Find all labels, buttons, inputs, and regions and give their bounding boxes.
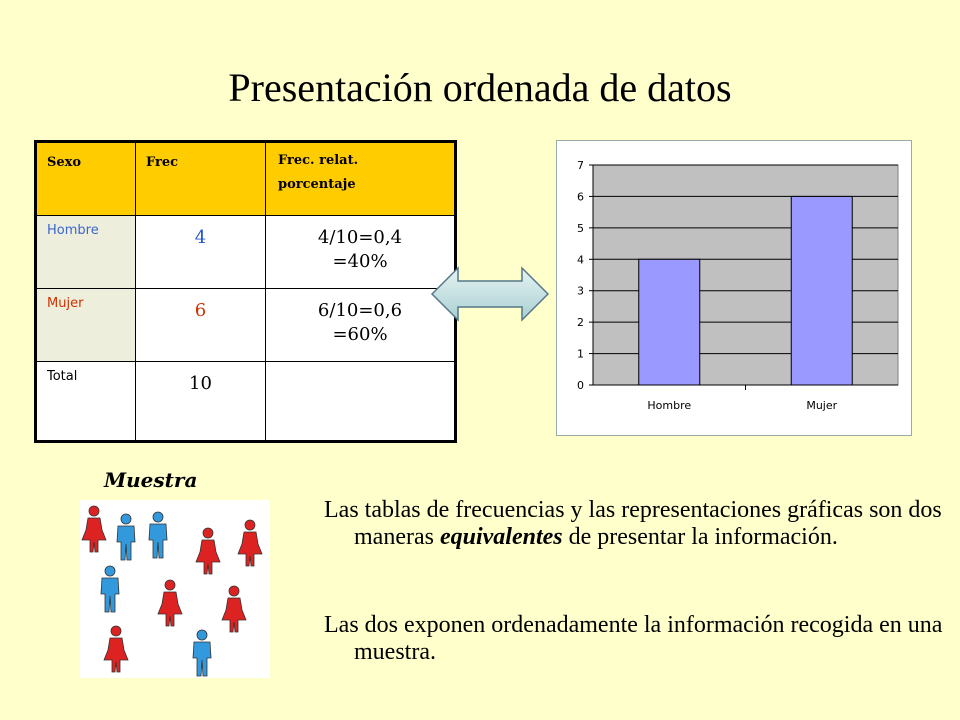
paragraph-1-end: de presentar la información. bbox=[562, 524, 838, 550]
bar-chart bbox=[556, 140, 912, 436]
bar bbox=[791, 196, 852, 385]
y-tick-label: 5 bbox=[577, 221, 584, 235]
paragraph-2: Las dos exponen ordenadamente la información recogida en una muestra. bbox=[324, 612, 943, 665]
y-tick-label: 0 bbox=[577, 379, 584, 392]
x-tick-label: Mujer bbox=[806, 399, 838, 412]
table-header-row bbox=[36, 142, 456, 216]
y-tick-label: 4 bbox=[577, 253, 584, 267]
page-title: Presentación ordenada de datos bbox=[228, 65, 732, 110]
paragraph-1 bbox=[324, 497, 944, 551]
table-row bbox=[36, 216, 456, 289]
female-figure-icon bbox=[104, 626, 128, 672]
sample-label: Muestra bbox=[104, 468, 198, 492]
female-figure-icon bbox=[238, 520, 262, 566]
frequency-table bbox=[34, 140, 457, 443]
row-label: Hombre bbox=[36, 216, 136, 289]
male-figure-icon bbox=[149, 512, 167, 558]
header-frec: Frec bbox=[136, 142, 266, 216]
row-relative bbox=[266, 216, 456, 289]
relative-value-line1: 4/10=0,4 bbox=[317, 227, 403, 248]
male-figure-icon bbox=[117, 514, 135, 560]
relative-value-line2: =60% bbox=[332, 324, 388, 345]
female-figure-icon bbox=[82, 506, 106, 552]
male-figure-icon bbox=[101, 566, 119, 612]
relative-value-line1: 6/10=0,6 bbox=[317, 300, 403, 321]
y-tick-label: 7 bbox=[577, 159, 584, 172]
bar-chart-svg bbox=[557, 141, 913, 437]
female-figure-icon bbox=[158, 580, 182, 626]
female-figure-icon bbox=[222, 586, 246, 632]
female-figure-icon bbox=[196, 528, 220, 574]
row-relative bbox=[266, 362, 456, 442]
row-label: Mujer bbox=[36, 289, 136, 362]
bar bbox=[639, 259, 700, 385]
x-tick-label: Hombre bbox=[647, 399, 692, 412]
row-label: Total bbox=[36, 362, 136, 442]
y-tick-label: 3 bbox=[577, 284, 584, 298]
row-freq bbox=[136, 216, 266, 289]
row-freq bbox=[136, 289, 266, 362]
double-arrow-icon bbox=[430, 266, 550, 322]
paragraph-1-emphasis: equivalentes bbox=[439, 524, 563, 550]
people-figures-icon bbox=[80, 500, 270, 678]
header-frec-relat-line1: Frec. relat. bbox=[278, 153, 359, 168]
paragraph-1-start: Las tablas de frecuencias y las representaciones gráficas son dos maneras bbox=[324, 497, 942, 550]
row-freq bbox=[136, 362, 266, 442]
freq-value: 4 bbox=[194, 227, 207, 248]
table-total-row bbox=[36, 362, 456, 442]
y-tick-label: 2 bbox=[577, 316, 584, 330]
y-tick-label: 6 bbox=[577, 190, 584, 204]
y-tick-label: 1 bbox=[577, 347, 584, 361]
table-row bbox=[36, 289, 456, 362]
relative-value-line2: =40% bbox=[332, 251, 388, 272]
freq-value: 6 bbox=[194, 300, 207, 321]
row-relative bbox=[266, 289, 456, 362]
header-frec-relat bbox=[266, 142, 456, 216]
freq-value: 10 bbox=[189, 373, 212, 394]
header-sexo: Sexo bbox=[36, 142, 136, 216]
header-frec-relat-line2: porcentaje bbox=[278, 177, 356, 192]
male-figure-icon bbox=[193, 630, 211, 676]
